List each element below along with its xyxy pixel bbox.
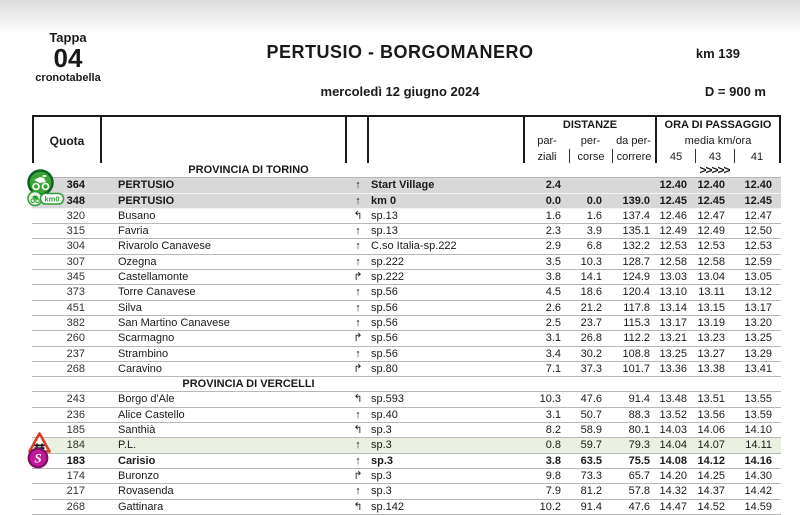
column-header-ora-di-passaggio: ORA DI PASSAGGIO <box>664 119 772 131</box>
time-at-41: 14.11 <box>745 439 772 452</box>
time-at-45: 13.21 <box>659 332 687 345</box>
locality-name: PERTUSIO <box>118 179 175 192</box>
table-row <box>32 347 781 362</box>
total-distance: km 139 <box>695 46 740 61</box>
distance-parziali: 10.3 <box>539 393 561 406</box>
time-at-41: 14.59 <box>744 500 772 513</box>
distance-dapercorrere: 132.2 <box>622 240 650 253</box>
distance-dapercorrere: 80.1 <box>628 424 650 437</box>
locality-name: Ozegna <box>118 255 157 268</box>
time-at-41: 13.25 <box>744 332 772 345</box>
distance-dapercorrere: 75.5 <box>628 454 650 467</box>
time-at-41: 13.41 <box>744 362 772 375</box>
time-at-41: 13.59 <box>744 408 772 421</box>
road-label: sp.56 <box>371 347 398 360</box>
distance-parziali: 7.9 <box>545 485 561 498</box>
time-at-43: 13.15 <box>697 301 725 314</box>
distance-parziali: 0.0 <box>545 194 561 207</box>
time-at-45: 13.48 <box>659 393 687 406</box>
direction-arrow-icon: ↑ <box>355 301 361 314</box>
distance-dapercorrere: 108.8 <box>622 347 650 360</box>
time-at-41: 12.47 <box>744 209 772 222</box>
distance-parziali: 2.5 <box>545 316 561 329</box>
time-at-41: 12.45 <box>744 194 772 207</box>
subheader-dapercorrere-line2: correre <box>612 149 657 165</box>
time-at-41: 12.40 <box>744 179 772 192</box>
subheader-media-kmora: media km/ora <box>684 135 752 147</box>
locality-name: Alice Castello <box>118 408 185 421</box>
column-header-road <box>369 117 525 165</box>
quota-value: 348 <box>66 194 85 207</box>
column-header-distanze: DISTANZE <box>525 117 657 133</box>
quota-value: 174 <box>66 469 85 482</box>
time-at-43: 13.04 <box>697 271 725 284</box>
speed-header-43: 43 <box>695 149 734 165</box>
distance-dapercorrere: 112.2 <box>623 332 650 345</box>
locality-name: PERTUSIO <box>118 194 175 207</box>
distance-percorse: 21.2 <box>580 301 602 314</box>
time-at-45: 13.17 <box>659 316 687 329</box>
table-row <box>32 500 781 515</box>
distance-dapercorrere: 65.7 <box>628 469 650 482</box>
distance-percorse: 1.6 <box>586 209 602 222</box>
distance-parziali: 3.5 <box>545 255 561 268</box>
direction-arrow-icon: ↱ <box>353 332 363 345</box>
quota-value: 243 <box>66 393 85 406</box>
direction-arrow-icon: ↰ <box>353 500 363 513</box>
quota-value: 451 <box>66 301 85 314</box>
table-row <box>32 178 781 193</box>
distance-percorse: 50.7 <box>580 408 602 421</box>
table-row <box>32 194 781 209</box>
distance-dapercorrere: 47.6 <box>628 500 650 513</box>
time-at-41: 14.10 <box>744 424 772 437</box>
time-at-43: 14.07 <box>697 439 725 452</box>
time-at-45: 14.47 <box>659 500 687 513</box>
distance-dapercorrere: 115.3 <box>623 316 650 329</box>
time-at-45: 13.25 <box>659 347 687 360</box>
time-at-43: 12.58 <box>697 255 725 268</box>
direction-arrow-icon: ↑ <box>355 316 361 329</box>
time-at-45: 12.53 <box>659 240 687 253</box>
quota-value: 185 <box>66 424 85 437</box>
locality-name: Castellamonte <box>118 271 189 284</box>
distance-dapercorrere: 88.3 <box>628 408 650 421</box>
distance-parziali: 8.2 <box>545 424 561 437</box>
distance-parziali: 9.8 <box>545 469 561 482</box>
time-at-43: 13.51 <box>697 393 725 406</box>
table-row <box>32 301 781 316</box>
table-row <box>32 316 781 331</box>
time-at-41: 12.50 <box>744 225 772 238</box>
subheader-percorse-line2: corse <box>569 149 612 165</box>
road-label: sp.3 <box>371 454 394 467</box>
distance-parziali: 3.8 <box>545 271 561 284</box>
distance-parziali: 3.1 <box>545 408 561 421</box>
stage-subtitle: cronotabella <box>35 72 101 85</box>
locality-name: Caravino <box>118 362 163 375</box>
direction-arrow-icon: ↑ <box>355 179 361 192</box>
table-row <box>32 438 781 453</box>
distance-dapercorrere: 135.1 <box>622 225 650 238</box>
time-at-41: 13.12 <box>744 286 772 299</box>
direction-arrow-icon: ↑ <box>355 240 361 253</box>
distance-dapercorrere: 120.4 <box>622 286 650 299</box>
distance-percorse: 58.9 <box>580 424 602 437</box>
distance-parziali: 7.1 <box>545 362 561 375</box>
locality-name: Busano <box>118 209 156 222</box>
time-at-45: 13.14 <box>659 301 687 314</box>
distance-parziali: 0.8 <box>545 439 561 452</box>
quota-value: 382 <box>66 316 85 329</box>
locality-name: Rovasenda <box>118 485 174 498</box>
distance-dapercorrere <box>612 178 657 193</box>
road-label: sp.80 <box>371 362 398 375</box>
time-at-43: 13.27 <box>697 347 725 360</box>
distance-parziali: 2.3 <box>545 225 561 238</box>
direction-arrow-icon: ↱ <box>353 469 363 482</box>
page-title: PERTUSIO - BORGOMANERO <box>266 42 534 62</box>
road-label: sp.56 <box>371 286 398 299</box>
distance-percorse: 81.2 <box>580 485 602 498</box>
time-at-41: 13.29 <box>744 347 772 360</box>
distance-parziali: 2.4 <box>545 179 561 192</box>
time-at-43: 13.56 <box>697 408 725 421</box>
time-at-43: 14.06 <box>697 424 725 437</box>
distance-percorse: 37.3 <box>580 362 602 375</box>
quota-value: 237 <box>66 347 85 360</box>
province-section-label: PROVINCIA DI TORINO <box>188 164 309 176</box>
distance-dapercorrere: 101.7 <box>622 362 650 375</box>
road-label: sp.13 <box>371 209 398 222</box>
total-elevation: D = 900 m <box>704 84 766 99</box>
table-row <box>32 408 781 423</box>
distance-percorse: 26.8 <box>580 332 602 345</box>
table-row <box>32 392 781 407</box>
distance-percorse: 0.0 <box>586 194 602 207</box>
distance-dapercorrere: 128.7 <box>622 255 650 268</box>
direction-arrow-icon: ↑ <box>355 347 361 360</box>
road-label: sp.142 <box>371 500 405 513</box>
subheader-parziali-line2: ziali <box>537 151 557 163</box>
table-row <box>32 255 781 270</box>
time-at-43: 12.45 <box>697 194 725 207</box>
quota-value: 268 <box>66 362 85 375</box>
time-at-41: 13.55 <box>744 393 772 406</box>
road-label: sp.222 <box>371 255 405 268</box>
distance-percorse: 18.6 <box>580 286 602 299</box>
speed-header-41: 41 <box>734 149 779 165</box>
direction-arrow-icon: ↱ <box>353 362 363 375</box>
locality-name: Rivarolo Canavese <box>118 240 211 253</box>
distance-percorse: 63.5 <box>580 454 602 467</box>
road-label: sp.3 <box>371 469 392 482</box>
quota-value: 304 <box>66 240 85 253</box>
province-section-row <box>32 377 781 392</box>
direction-arrow-icon: ↑ <box>355 454 361 467</box>
time-at-43: 12.47 <box>697 209 725 222</box>
time-at-43: 13.38 <box>697 362 725 375</box>
time-at-45: 14.03 <box>659 424 687 437</box>
road-label: sp.56 <box>371 332 398 345</box>
time-at-43: 13.11 <box>698 286 725 299</box>
locality-name: P.L. <box>118 439 137 452</box>
locality-name: Torre Canavese <box>118 286 196 299</box>
column-header-locality <box>102 117 347 165</box>
table-row <box>32 331 781 346</box>
time-at-43: 14.37 <box>697 485 725 498</box>
subheader-parziali-line1: par- <box>537 135 557 147</box>
time-at-41: 14.42 <box>744 485 772 498</box>
time-at-45: 12.58 <box>659 255 687 268</box>
time-at-43: 14.25 <box>697 469 725 482</box>
page-top-shading <box>0 0 800 34</box>
time-at-43: 12.49 <box>697 225 725 238</box>
route-direction-marker: >>>>> <box>699 163 730 177</box>
table-header <box>32 115 781 167</box>
quota-value: 315 <box>66 225 85 238</box>
route-direction-marker <box>695 377 734 392</box>
time-at-45: 12.40 <box>659 179 687 192</box>
distance-percorse: 14.1 <box>580 271 602 284</box>
svg-text:km0: km0 <box>44 193 60 203</box>
time-at-45: 13.10 <box>659 286 687 299</box>
time-at-45: 14.04 <box>659 439 687 452</box>
locality-name: Santhià <box>118 424 156 437</box>
time-at-45: 12.46 <box>659 209 687 222</box>
distance-parziali: 3.4 <box>545 347 561 360</box>
stage-number: 04 <box>53 43 83 73</box>
svg-text:S: S <box>34 450 42 466</box>
table-row <box>32 450 781 469</box>
time-at-43: 12.53 <box>697 240 725 253</box>
locality-name: Gattinara <box>118 500 164 513</box>
province-section-row <box>32 163 781 178</box>
distance-percorse: 73.3 <box>580 469 602 482</box>
province-section-label: PROVINCIA DI VERCELLI <box>182 378 315 391</box>
subheader-dapercorrere-line1: da per- <box>612 133 657 149</box>
locality-name: Borgo d'Ale <box>118 393 175 406</box>
time-at-45: 14.32 <box>659 485 687 498</box>
direction-arrow-icon: ↱ <box>353 271 363 284</box>
road-label: sp.3 <box>371 485 392 498</box>
time-at-45: 14.08 <box>659 454 687 467</box>
distance-parziali: 3.1 <box>545 332 561 345</box>
distance-percorse: 59.7 <box>580 439 602 452</box>
direction-arrow-icon: ↑ <box>355 485 361 498</box>
quota-value: 307 <box>66 255 85 268</box>
quota-value: 373 <box>66 286 85 299</box>
distance-percorse: 30.2 <box>580 347 602 360</box>
distance-percorse <box>569 178 612 193</box>
table-row <box>32 224 781 239</box>
distance-percorse: 91.4 <box>580 500 602 513</box>
table-row <box>32 469 781 484</box>
distance-dapercorrere: 117.8 <box>623 301 650 314</box>
locality-name: Favria <box>118 225 149 238</box>
distance-parziali: 2.9 <box>545 240 561 253</box>
time-at-41: 14.16 <box>744 454 772 467</box>
column-header-direction <box>347 117 369 165</box>
road-label: Start Village <box>371 179 435 192</box>
time-at-45: 13.03 <box>659 271 687 284</box>
direction-arrow-icon: ↰ <box>353 209 363 222</box>
distance-parziali: 4.5 <box>545 286 561 299</box>
table-row <box>32 285 781 300</box>
subheader-percorse-line1: per- <box>580 135 601 147</box>
time-at-41: 13.05 <box>744 271 772 284</box>
distance-percorse: 23.7 <box>580 316 602 329</box>
road-label: sp.593 <box>371 393 405 406</box>
quota-value: 364 <box>66 179 85 192</box>
time-at-45: 12.45 <box>659 194 687 207</box>
distance-parziali: 1.6 <box>545 209 561 222</box>
locality-name: Strambino <box>118 347 169 360</box>
time-at-45: 12.49 <box>659 225 687 238</box>
road-label: sp.40 <box>371 408 398 421</box>
time-at-41: 13.20 <box>744 316 772 329</box>
quota-value: 183 <box>66 454 85 467</box>
distance-percorse: 3.9 <box>586 225 602 238</box>
distance-percorse: 47.6 <box>580 393 602 406</box>
distance-parziali: 10.2 <box>539 500 561 513</box>
direction-arrow-icon: ↰ <box>353 424 363 437</box>
time-at-43: 13.23 <box>697 332 725 345</box>
time-at-41: 12.59 <box>744 255 772 268</box>
table-row <box>32 362 781 377</box>
direction-arrow-icon: ↑ <box>355 408 361 421</box>
locality-name: Scarmagno <box>118 332 175 345</box>
table-row <box>32 484 781 499</box>
time-at-45: 14.20 <box>659 469 687 482</box>
quota-value: 184 <box>66 439 85 452</box>
direction-arrow-icon: ↑ <box>355 286 361 299</box>
quota-value: 268 <box>66 500 85 513</box>
distance-percorse: 10.3 <box>580 255 602 268</box>
road-label: sp.3 <box>371 439 392 452</box>
time-at-43: 14.12 <box>697 454 725 467</box>
locality-name: Carisio <box>118 454 156 467</box>
distance-dapercorrere: 79.3 <box>628 439 650 452</box>
distance-dapercorrere: 91.4 <box>628 393 650 406</box>
road-label: C.so Italia-sp.222 <box>371 240 457 253</box>
direction-arrow-icon: ↑ <box>355 194 361 207</box>
speed-header-45: 45 <box>669 151 683 163</box>
time-at-43: 14.52 <box>697 500 725 513</box>
quota-value: 236 <box>66 408 85 421</box>
road-label: sp.56 <box>371 316 398 329</box>
quota-value: 260 <box>66 332 85 345</box>
time-at-43: 13.19 <box>697 316 725 329</box>
time-at-43: 12.40 <box>697 179 725 192</box>
distance-parziali: 3.8 <box>545 454 561 467</box>
direction-arrow-icon: ↑ <box>355 439 361 452</box>
road-label: sp.56 <box>371 301 398 314</box>
distance-dapercorrere: 57.8 <box>628 485 650 498</box>
table-row <box>32 423 781 438</box>
distance-dapercorrere: 139.0 <box>622 194 650 207</box>
distance-parziali: 2.6 <box>545 301 561 314</box>
time-at-41: 14.30 <box>744 469 772 482</box>
quota-value: 320 <box>66 209 85 222</box>
distance-percorse: 6.8 <box>586 240 602 253</box>
locality-name: Silva <box>118 301 142 314</box>
table-row <box>32 270 781 285</box>
distance-dapercorrere: 137.4 <box>622 209 650 222</box>
time-at-45: 13.36 <box>659 362 687 375</box>
column-header-quota: Quota <box>34 117 102 165</box>
stage-date: mercoledì 12 giugno 2024 <box>320 84 480 99</box>
time-at-41: 12.53 <box>744 240 772 253</box>
road-label: km 0 <box>371 194 397 207</box>
locality-name: San Martino Canavese <box>118 316 230 329</box>
direction-arrow-icon: ↑ <box>355 225 361 238</box>
time-at-45: 13.52 <box>659 408 687 421</box>
time-at-41: 13.17 <box>744 301 772 314</box>
direction-arrow-icon: ↰ <box>353 393 363 406</box>
distance-dapercorrere: 124.9 <box>622 271 650 284</box>
table-row <box>32 239 781 254</box>
road-label: sp.13 <box>371 225 398 238</box>
timetable-rows <box>32 163 781 515</box>
quota-value: 345 <box>66 271 85 284</box>
table-row <box>32 209 781 224</box>
road-label: sp.3 <box>371 424 392 437</box>
locality-name: Buronzo <box>118 469 159 482</box>
stage-label: Tappa <box>49 30 87 45</box>
road-label: sp.222 <box>371 271 405 284</box>
direction-arrow-icon: ↑ <box>355 255 361 268</box>
quota-value: 217 <box>66 485 85 498</box>
